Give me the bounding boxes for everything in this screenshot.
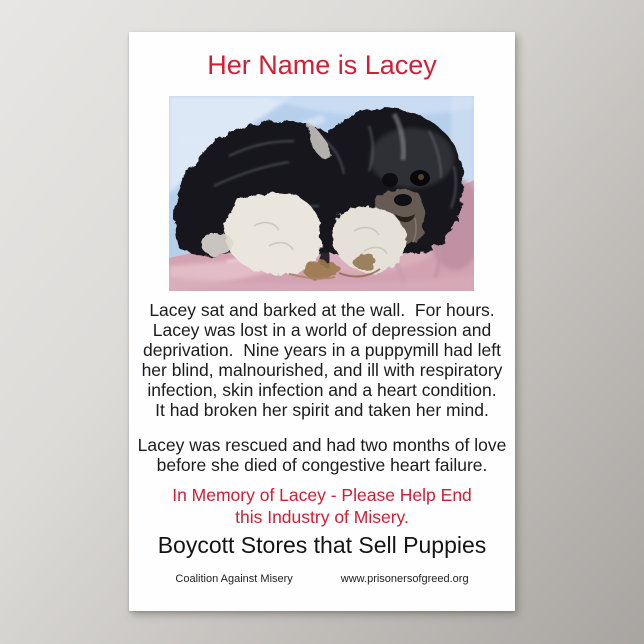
story-line: It had broken her spirit and taken her mind. <box>155 400 489 420</box>
memorial-message <box>129 484 515 528</box>
memorial-poster <box>129 32 515 611</box>
dog-photo-illustration <box>169 96 474 291</box>
website-url: www.prisonersofgreed.org <box>340 573 469 585</box>
story-line: infection, skin infection and a heart condition. <box>147 380 497 400</box>
story-line: deprivation. Nine years in a puppymill had left <box>143 340 501 360</box>
story-line: Lacey was rescued and had two months of love <box>137 435 507 455</box>
poster-title: Her Name is Lacey <box>207 50 437 80</box>
story-paragraph-1 <box>129 300 515 420</box>
story-line: Lacey was lost in a world of depression and <box>152 320 492 340</box>
story-paragraph-2 <box>129 435 515 475</box>
poster-footer <box>129 572 515 586</box>
story-line: Lacey sat and barked at the wall. For hours. <box>149 300 495 320</box>
organization-name: Coalition Against Misery <box>175 573 293 585</box>
memorial-line: this Industry of Misery. <box>235 507 409 527</box>
story-line: before she died of congestive heart failure. <box>156 455 488 475</box>
story-line: her blind, malnourished, and ill with respiratory <box>141 360 503 380</box>
boycott-headline: Boycott Stores that Sell Puppies <box>157 532 487 558</box>
lacey-dog-photo <box>169 96 474 291</box>
memorial-line: In Memory of Lacey - Please Help End <box>172 485 472 505</box>
